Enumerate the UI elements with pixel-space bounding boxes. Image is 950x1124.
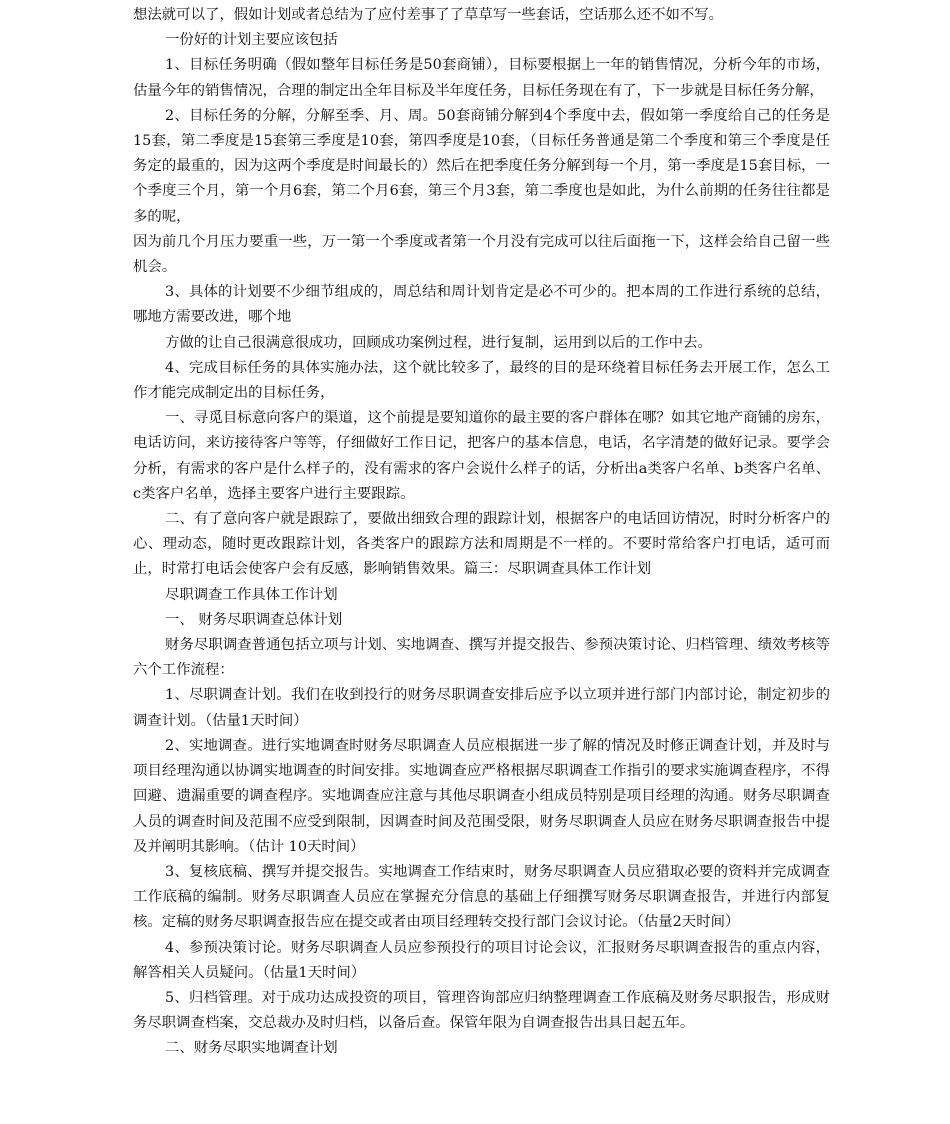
section-title: 尽职调查工作具体工作计划 xyxy=(165,586,338,603)
paragraph: 4、完成目标任务的具体实施办法，这个就比较多了，最终的目的是环绕着目标任务去开展工作，怎么工作才能完成制定出的目标任务， xyxy=(133,359,830,402)
paragraph: 5、归档管理。对于成功达成投资的项目，管理咨询部应归纳整理调查工作底稿及财务尽职报告，形成财务尽职调查档案，交总裁办及时归档，以备后查。保管年限为自调查报告出具日起五年。 xyxy=(133,989,830,1032)
paragraph: 方做的让自己很满意很成功，回顾成功案例过程，进行复制，运用到以后的工作中去。 xyxy=(165,334,712,351)
paragraph: 财务尽职调查普通包括立项与计划、实地调查、撰写并提交报告、参预决策讨论、归档管理、绩效考核等六个工作流程： xyxy=(133,637,830,679)
paragraph: 2、实地调查。进行实地调查时财务尽职调查人员应根据进一步了解的情况及时修正调查计划，并及时与项目经理沟通以协调实地调查的时间安排。实地调查应严格根据尽职调查工作指引的要求实施调查程序，不得回避、遗漏重要的调查程序。实地调查应注意与其他尽职调查小组成员特别是项目经理的沟通。财务尽职调查人员的调查时间及范围不应受到限制，因调查时间及范围受限，财务尽职调查人员应在财务尽职调查报告中提及并阐明其影响。（估计 10天时间） xyxy=(133,737,830,855)
paragraph: 一、寻觅目标意向客户的渠道，这个前提是要知道你的最主要的客户群体在哪？如其它地产商铺的房东，电话访问，来访接待客户等等，仔细做好工作日记，把客户的基本信息，电话，名字清楚的做好记录。要学会分析，有需求的客户是什么样子的，没有需求的客户会说什么样子的话，分析出a类客户名单、b类客户名单、c类客户名单，选择主要客户进行主要跟踪。 xyxy=(133,410,830,502)
paragraph: 3、具体的计划要不少细节组成的，周总结和周计划肯定是必不可少的。把本周的工作进行系统的总结，哪地方需要改进，哪个地 xyxy=(133,284,830,326)
paragraph: 因为前几个月压力要重一些，万一第一个季度或者第一个月没有完成可以往后面拖一下，这样会给自己留一些机会。 xyxy=(133,233,830,276)
paragraph: 二、有了意向客户就是跟踪了，要做出细致合理的跟踪计划，根据客户的电话回访情况，时时分析客户的心、理动态，随时更改跟踪计划，各类客户的跟踪方法和周期是不一样的。不要时常给客户打电话，适可而止，时常打电话会使客户会有反感，影响销售效果。篇三：尽职调查具体工作计划 xyxy=(133,511,830,578)
paragraph: 想法就可以了，假如计划或者总结为了应付差事了了草草写一些套话，空话那么还不如不写。 xyxy=(133,7,724,23)
paragraph: 4、参预决策讨论。财务尽职调查人员应参预投行的项目讨论会议，汇报财务尽职调查报告的重点内容，解答相关人员疑问。（估量1天时间） xyxy=(133,939,830,981)
section-heading: 二、财务尽职实地调查计划 xyxy=(165,1040,338,1057)
document-page xyxy=(133,3,830,1062)
paragraph: 一份好的计划主要应该包括 xyxy=(165,32,338,49)
paragraph: 3、复核底稿、撰写并提交报告。实地调查工作结束时，财务尽职调查人员应猎取必要的资料并完成调查工作底稿的编制。财务尽职调查人员应在掌握充分信息的基础上仔细撰写财务尽职调查报告，并进行内部复核。定稿的财务尽职调查报告应在提交或者由项目经理转交投行部门会议讨论。（估量2天时间） xyxy=(133,863,830,931)
paragraph: 2、目标任务的分解，分解至季、月、周。50套商铺分解到4个季度中去，假如第一季度给自己的任务是15套，第二季度是15套第三季度是10套，第四季度是10套，（目标任务普通是第二个季度和第三个季度是任务定的最重的，因为这两个季度是时间最长的）然后在把季度任务分解到每一个月，第一季度是15套目标，一个季度三个月，第一个月6套，第二个月6套，第三个月3套，第二季度也是如此，为什么前期的任务往往都是多的呢， xyxy=(133,107,830,225)
paragraph: 1、目标任务明确（假如整年目标任务是50套商铺），目标要根据上一年的销售情况，分析今年的市场，估量今年的销售情况，合理的制定出全年目标及半年度任务，目标任务现在有了，下一步就是目标任务分解， xyxy=(133,57,830,99)
paragraph: 1、尽职调查计划。我们在收到投行的财务尽职调查安排后应予以立项并进行部门内部讨论，制定初步的调查计划。（估量1天时间） xyxy=(133,687,830,729)
section-heading: 一、 财务尽职调查总体计划 xyxy=(165,611,343,628)
